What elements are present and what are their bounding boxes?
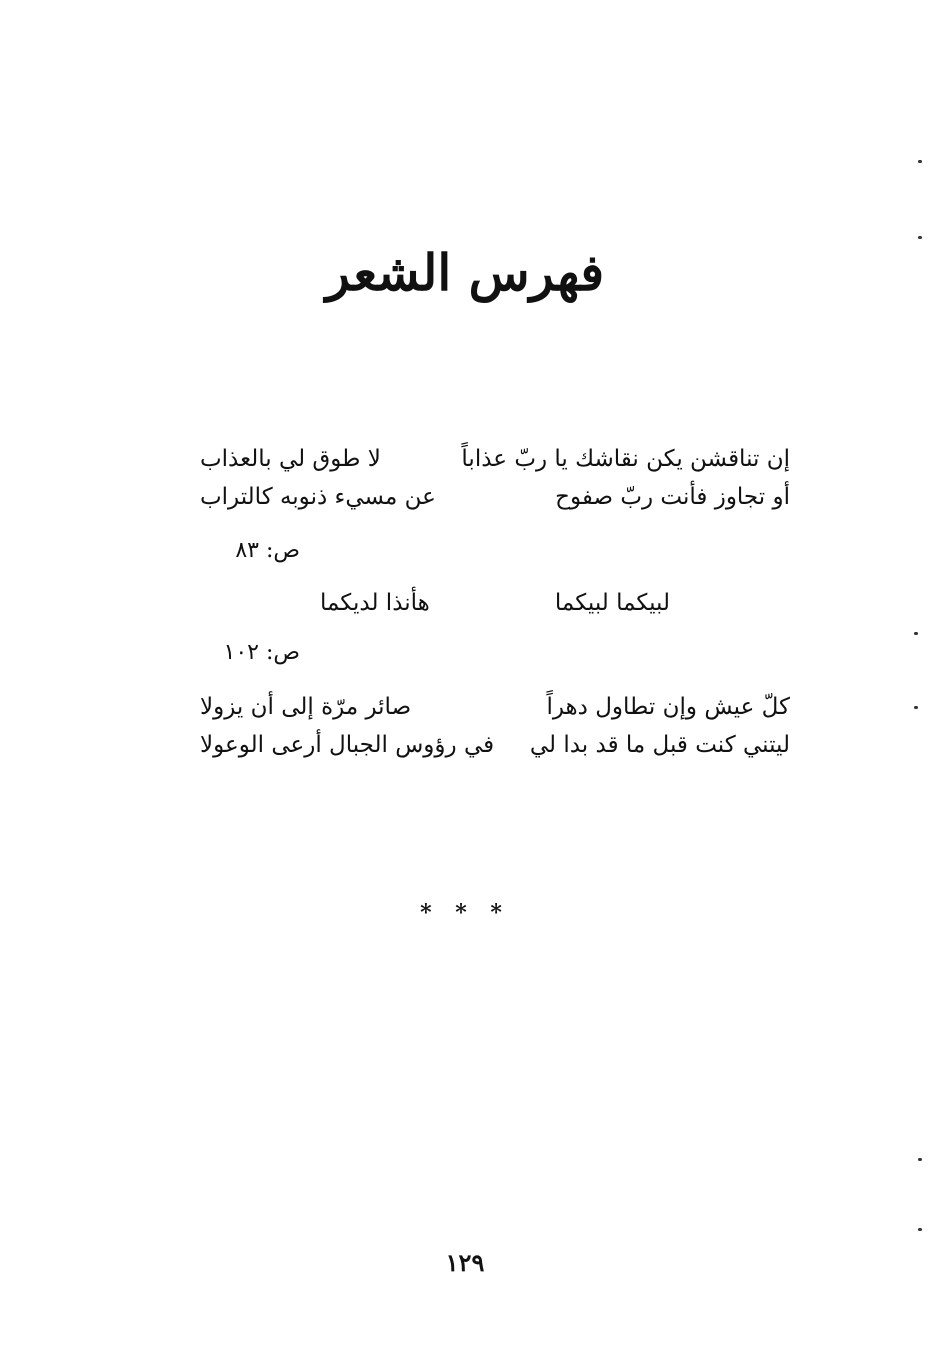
verse-line <box>200 440 790 478</box>
verse-first-hemistich: إن تناقشن يكن نقاشك يا ربّ عذاباً <box>461 446 790 472</box>
poem-couplet-1 <box>200 440 790 516</box>
verse-first-hemistich: أو تجاوز فأنت ربّ صفوح <box>555 484 790 510</box>
verse-line <box>200 726 790 764</box>
page-number: ١٢٩ <box>445 1248 485 1277</box>
verse-second-hemistich: صائر مرّة إلى أن يزولا <box>200 694 412 720</box>
verse-line <box>200 688 790 726</box>
scan-speck <box>918 1158 922 1161</box>
verse-first-hemistich: ليتني كنت قبل ما قد بدا لي <box>529 732 790 758</box>
scan-speck <box>918 160 922 163</box>
page-reference: ص: ٨٣ <box>235 538 300 563</box>
verse-line <box>200 478 790 516</box>
verse-second-hemistich: هأنذا لديكما <box>320 590 430 616</box>
page-title: فهرس الشعر <box>325 243 605 302</box>
verse-second-hemistich: في رؤوس الجبال أرعى الوعولا <box>200 732 495 758</box>
scan-speck <box>918 1228 922 1231</box>
page-reference: ص: ١٠٢ <box>223 640 300 665</box>
verse-second-hemistich: عن مسيء ذنوبه كالتراب <box>200 484 436 510</box>
verse-first-hemistich: كلّ عيش وإن تطاول دهراً <box>546 694 790 720</box>
poem-couplet-2 <box>200 688 790 764</box>
scan-speck <box>918 236 922 239</box>
verse-line-single <box>320 584 670 622</box>
scan-speck <box>914 706 918 709</box>
verse-second-hemistich: لا طوق لي بالعذاب <box>200 446 381 472</box>
section-separator: * * * <box>420 900 510 926</box>
verse-first-hemistich: لبيكما لبيكما <box>554 590 670 616</box>
scan-speck <box>914 632 918 635</box>
